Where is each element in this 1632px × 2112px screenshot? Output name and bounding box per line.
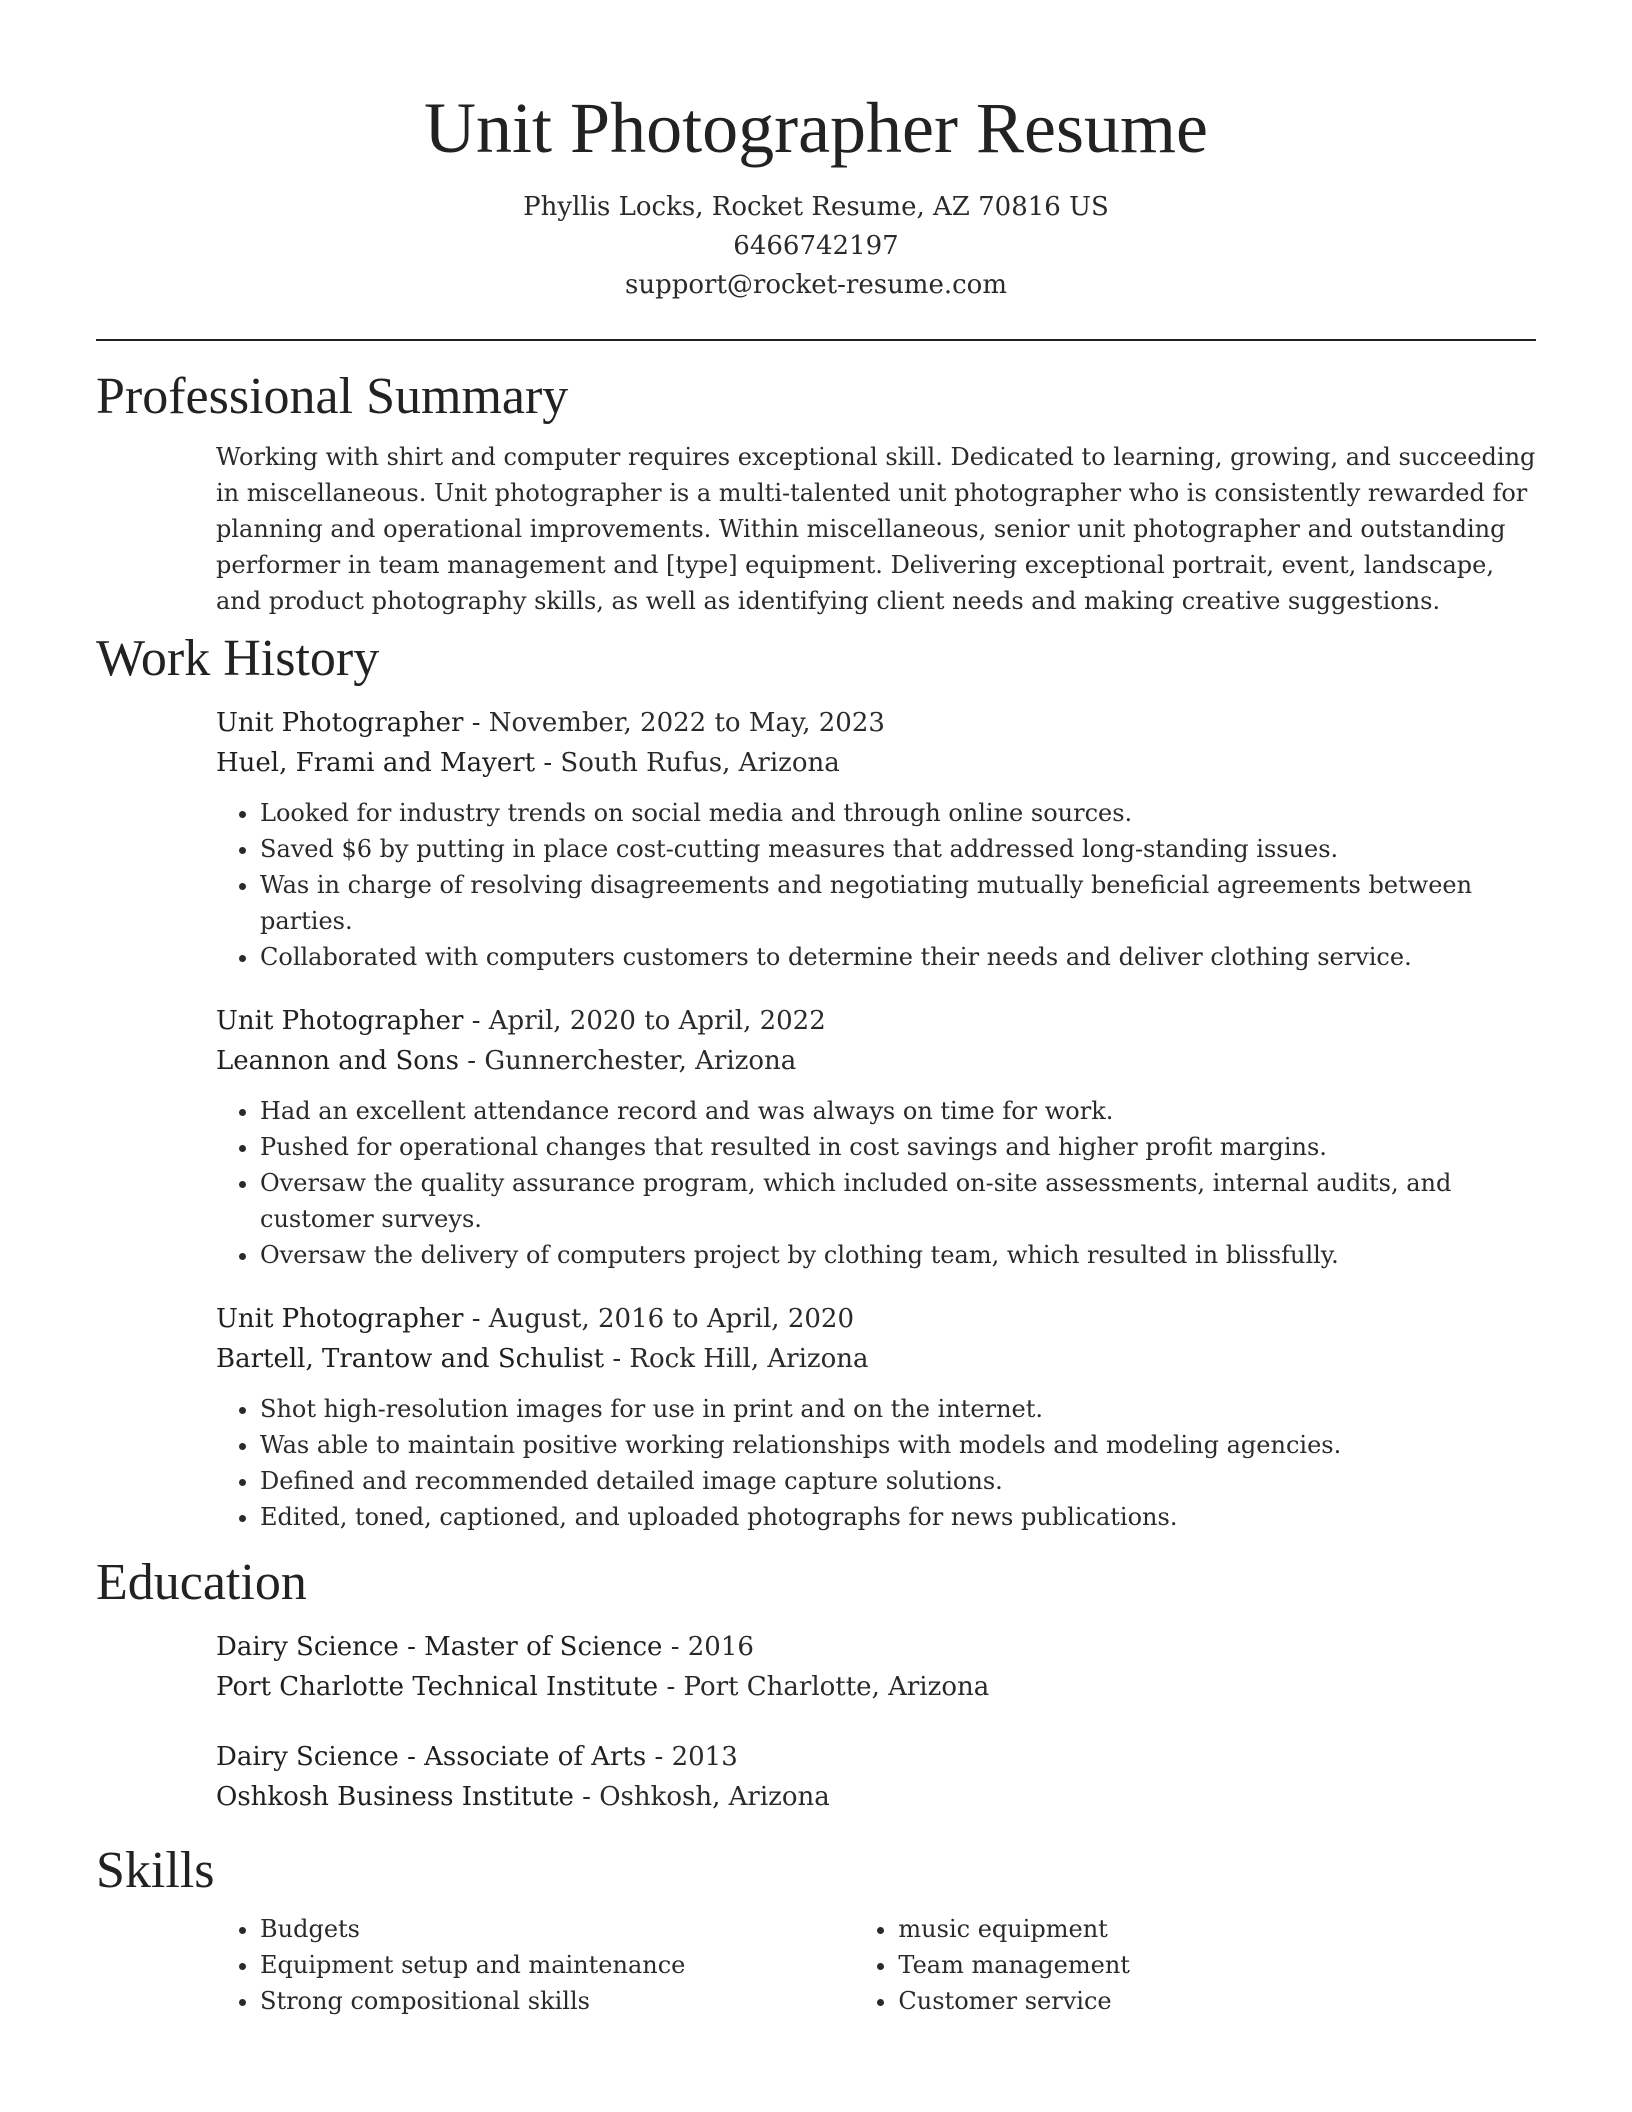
job-entry <box>216 1001 1536 1273</box>
skills-heading: Skills <box>96 1842 215 1899</box>
education-degree-line <box>216 1627 1536 1667</box>
job-title-line <box>216 703 1536 743</box>
resume-page <box>96 0 1536 2019</box>
education-section <box>96 1553 1536 1817</box>
contact-email: support@rocket-resume.com <box>624 270 1007 300</box>
resume-title: Unit Photographer Resume <box>424 88 1208 168</box>
work-history-heading: Work History <box>96 630 380 687</box>
job-company-line <box>216 1339 1536 1379</box>
education-school: Port Charlotte Technical Institute <box>216 1672 659 1702</box>
job-bullet: • Oversaw the delivery of computers project by clothing team, which resulted in blissfully. <box>260 1237 1536 1273</box>
summary-heading: Professional Summary <box>96 368 569 425</box>
job-bullet: • Shot high-resolution images for use in print and on the internet. <box>260 1391 1536 1427</box>
contact-block <box>96 188 1536 305</box>
job-bullet: • Pushed for operational changes that resulted in cost savings and higher profit margins. <box>260 1129 1536 1165</box>
job-bullets <box>216 1391 1536 1535</box>
job-title: Unit Photographer <box>216 1006 464 1036</box>
job-bullet: • Had an excellent attendance record and was always on time for work. <box>260 1093 1536 1129</box>
job-dates: - April, 2020 to April, 2022 <box>463 1006 826 1036</box>
skill-item: • music equipment <box>898 1911 1536 1947</box>
job-title: Unit Photographer <box>216 1304 464 1334</box>
job-bullet: • Oversaw the quality assurance program, which included on-site assessments, internal audits, and customer surveys. <box>260 1165 1536 1237</box>
job-company: Leannon and Sons <box>216 1046 460 1076</box>
education-school-line <box>216 1777 1536 1817</box>
contact-phone: 6466742197 <box>733 231 899 261</box>
job-entry <box>216 703 1536 975</box>
education-entry <box>216 1737 1536 1817</box>
education-degree-line <box>216 1737 1536 1777</box>
education-year: - 2016 <box>662 1632 754 1662</box>
job-company-line <box>216 1041 1536 1081</box>
job-title: Unit Photographer <box>216 708 464 738</box>
education-school: Oshkosh Business Institute <box>216 1782 574 1812</box>
job-company-line <box>216 743 1536 783</box>
contact-address: Phyllis Locks, Rocket Resume, AZ 70816 US <box>523 192 1109 222</box>
job-title-line <box>216 1001 1536 1041</box>
education-school-line <box>216 1667 1536 1707</box>
work-history-section <box>96 629 1536 1535</box>
job-entry <box>216 1299 1536 1535</box>
job-bullets <box>216 795 1536 975</box>
skill-item: • Strong compositional skills <box>260 1983 854 2019</box>
job-bullet: • Edited, toned, captioned, and uploaded photographs for news publications. <box>260 1499 1536 1535</box>
job-bullet: • Collaborated with computers customers to determine their needs and deliver clothing service. <box>260 939 1536 975</box>
education-location: - Oshkosh, Arizona <box>573 1782 830 1812</box>
job-location: - Gunnerchester, Arizona <box>459 1046 797 1076</box>
summary-text: Working with shirt and computer requires exceptional skill. Dedicated to learning, growing, and succeeding in miscellaneous. Unit photographer is a multi-talented unit photographer who is consistently rewarded for planning and operational improvements. Within miscellaneous, senior unit photographer and outstanding performer in team management and [type] equipment. Delivering exceptional portrait, event, landscape, and product photography skills, as well as identifying client needs and making creative suggestions. <box>216 443 1536 615</box>
skills-column-right <box>854 1911 1536 2019</box>
job-title-line <box>216 1299 1536 1339</box>
skill-item: • Budgets <box>260 1911 854 1947</box>
skill-item: • Customer service <box>898 1983 1536 2019</box>
education-degree: - Master of Science <box>398 1632 663 1662</box>
job-bullets <box>216 1093 1536 1273</box>
education-location: - Port Charlotte, Arizona <box>658 1672 990 1702</box>
job-location: - South Rufus, Arizona <box>535 748 840 778</box>
job-dates: - August, 2016 to April, 2020 <box>463 1304 854 1334</box>
header-divider <box>96 339 1536 341</box>
education-degree: - Associate of Arts <box>398 1742 647 1772</box>
job-company: Bartell, Trantow and Schulist <box>216 1344 605 1374</box>
job-bullet: • Defined and recommended detailed image capture solutions. <box>260 1463 1536 1499</box>
skills-section <box>96 1841 1536 2019</box>
summary-section <box>96 367 1536 619</box>
education-year: - 2013 <box>646 1742 738 1772</box>
skills-column-left <box>216 1911 854 2019</box>
skill-item: • Team management <box>898 1947 1536 1983</box>
job-bullet: • Looked for industry trends on social media and through online sources. <box>260 795 1536 831</box>
education-entry <box>216 1627 1536 1707</box>
education-field: Dairy Science <box>216 1632 399 1662</box>
job-location: - Rock Hill, Arizona <box>604 1344 869 1374</box>
education-field: Dairy Science <box>216 1742 399 1772</box>
job-bullet: • Saved $6 by putting in place cost-cutting measures that addressed long-standing issues. <box>260 831 1536 867</box>
job-dates: - November, 2022 to May, 2023 <box>463 708 885 738</box>
job-company: Huel, Frami and Mayert <box>216 748 536 778</box>
education-heading: Education <box>96 1554 307 1611</box>
skills-grid <box>216 1911 1536 2019</box>
job-bullet: • Was able to maintain positive working relationships with models and modeling agencies. <box>260 1427 1536 1463</box>
job-bullet: • Was in charge of resolving disagreements and negotiating mutually beneficial agreements between parties. <box>260 867 1536 939</box>
skill-item: • Equipment setup and maintenance <box>260 1947 854 1983</box>
